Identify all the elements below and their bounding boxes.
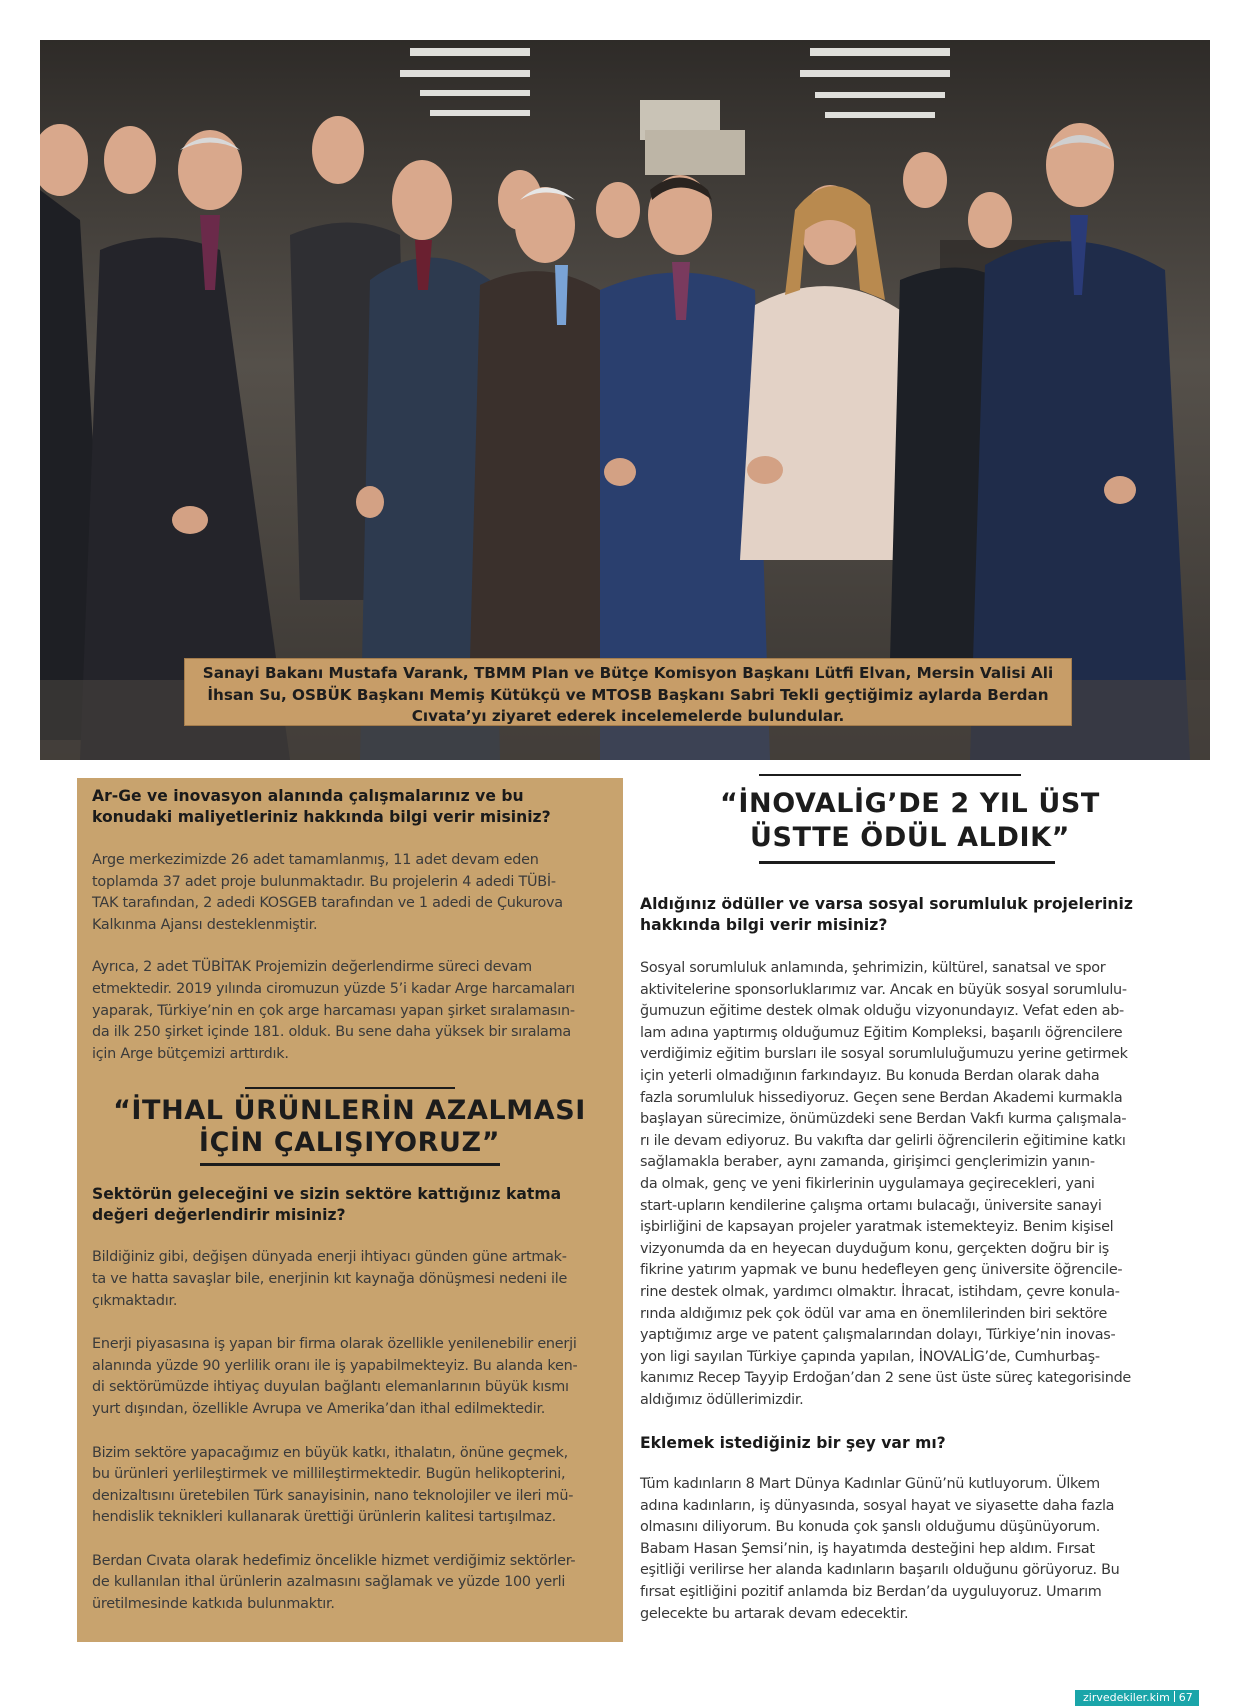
text-line: kanımız Recep Tayyip Erdoğan’dan 2 sene üst üste süreç kategorisinde [640,1370,1131,1387]
text-line: yaptığımız arge ve patent çalışmalarından dolayı, Türkiye’nin inovas- [640,1327,1116,1344]
site-name: zirvedekiler.kim [1083,1691,1170,1704]
text-line: fikrine yatırım yapmak ve bunu hedefleyen genç üniversite öğrencile- [640,1262,1123,1279]
right-column [640,774,1180,1654]
text-line: denizaltısını üretebilen Türk sanayisinin, nano teknolojiler ve ileri mü- [92,1487,574,1504]
text-line: di sektörümüzde ihtiyaç duyulan bağlantı elemanlarının büyük kısmı [92,1379,569,1396]
text-line: çıkmaktadır. [92,1292,178,1309]
heading-line: “İNOVALİG’DE 2 YIL ÜST [720,788,1100,819]
group-photo-illustration [40,40,1210,760]
text-line: vizyonumda da en heyecan duyduğum konu, gerçekten doğru bir iş [640,1240,1109,1257]
text-line: sağlamakla beraber, aynı zamanda, girişimci gençlerimizin yanın- [640,1154,1095,1171]
text-line: yurt dışından, özellikle Avrupa ve Amerika’dan ithal edilmektedir. [92,1400,546,1417]
answer-paragraph [92,1334,607,1420]
text-line: aldığımız ödüllerimizdir. [640,1391,804,1408]
text-line: fazla sorumluluk hissediyoruz. Geçen sene Berdan Akademi kurmakla [640,1089,1123,1106]
answer-paragraph [92,1551,607,1616]
text-line: gelecekte bu artarak devam edecektir. [640,1605,909,1622]
text-line: aktivitelerine sponsorluklarımız var. Ancak en büyük sosyal sorumlulu- [640,981,1127,998]
answer-paragraph [92,850,607,936]
page-number: 67 [1178,1691,1193,1704]
text-line: ğumuzun eğitime destek olmak olduğu vizyonundayız. Vefat eden ab- [640,1003,1124,1020]
text-line: rine destek olmak, yardımcı olmaktır. İhracat, istihdam, çevre konula- [640,1283,1120,1300]
group-photo [40,40,1210,760]
heading-rule-bottom [759,861,1055,864]
text-line: Ayrıca, 2 adet TÜBİTAK Projemizin değerlendirme süreci devam [92,959,532,976]
text-line: Kalkınma Ajansı desteklenmiştir. [92,916,318,933]
text-line: bu ürünleri yerlileştirmek ve millileştirmektedir. Bugün helikopterini, [92,1466,566,1483]
text-line: işbirliğini de kapsayan projeler yaratmak istemekteyiz. Benim kişisel [640,1219,1114,1236]
photo-caption: Sanayi Bakanı Mustafa Varank, TBMM Plan ve Bütçe Komisyon Başkanı Lütfi Elvan, Mersin Valisi Ali İhsan Su, OSBÜK Başkanı Memiş Kütükçü ve MTOSB Başkanı Sabri Tekli geçtiğimiz aylarda Berdan Cıvata’yı ziyaret ederek incelemelerde bulundular. [184,658,1072,726]
text-line: için Arge bütçemizi arttırdık. [92,1045,289,1062]
text-line: yaparak, Türkiye’nin en çok arge harcaması yapan şirket sıralamasın- [92,1002,575,1019]
text-line: hendislik teknikleri kullanarak ürettiği ürünlerin kalitesi tartışılmaz. [92,1509,556,1526]
text-line: de kullanılan ithal ürünlerin azalmasını sağlamak ve yüzde 100 yerli [92,1574,566,1591]
text-line: Berdan Cıvata olarak hedefimiz öncelikle hizmet verdiğimiz sektörler- [92,1552,576,1569]
question-line: Ar-Ge ve inovasyon alanında çalışmalarınız ve bu [92,787,524,805]
answer-paragraph [640,1474,1180,1625]
text-line: Bizim sektöre yapacağımız en büyük katkı, ithalatın, önüne geçmek, [92,1444,568,1461]
heading-rule-top [245,1087,455,1089]
text-line: rında aldığımız pek çok ödül var ama en önemlilerinden biri sektöre [640,1305,1108,1322]
text-line: da ilk 250 şirket içinde 181. olduk. Bu sene daha yüksek bir sıralama [92,1024,571,1041]
heading-rule-top [759,774,1021,776]
heading-line: “İTHAL ÜRÜNLERİN AZALMASI [113,1095,586,1127]
page-footer [1075,1690,1199,1706]
heading-line: ÜSTTE ÖDÜL ALDIK” [750,822,1070,853]
answer-paragraph [640,958,1180,1411]
text-line: verdiğimiz eğitim bursları ile sosyal sorumluluğumuzu yerine getirmek [640,1046,1128,1063]
question-line: Sektörün geleceğini ve sizin sektöre kattığınız katma [92,1185,562,1204]
text-line: toplamda 37 adet proje bulunmaktadır. Bu projelerin 4 adedi TÜBİ- [92,873,556,890]
text-line: da olmak, genç ve yeni fikirlerinin uygulamaya geçirecekleri, yani [640,1175,1095,1192]
text-line: start-upların kendilerine çalışma ortamı bulacağı, üniversite sanayi [640,1197,1102,1214]
question-line: konudaki maliyetleriniz hakkında bilgi verir misiniz? [92,807,551,826]
heading-rule-bottom [200,1163,500,1166]
text-line: etmektedir. 2019 yılında ciromuzun yüzde 5’i kadar Arge harcamaları [92,980,575,997]
section-heading-inovalig [640,787,1180,855]
answer-paragraph [92,1247,607,1312]
text-line: üretilmesinde katkıda bulunmaktır. [92,1596,335,1613]
text-line: alanında yüzde 90 yerlilik oranı ile iş yapabilmekteyiz. Bu alanda ken- [92,1357,578,1374]
section-heading-ithal [92,1095,607,1159]
text-line: başlayan sürecimize, önümüzdeki sene Berdan Vakfı kurma çalışmala- [640,1111,1127,1128]
text-line: olmasını diliyorum. Bu konuda çok şanslı olduğumu düşünüyorum. [640,1519,1101,1536]
text-line: Bildiğiniz gibi, değişen dünyada enerji ihtiyacı günden güne artmak- [92,1249,567,1266]
text-line: Babam Hasan Şemsi’nin, iş hayatımda desteğini hep aldım. Fırsat [640,1540,1095,1557]
question-sektor [92,1184,607,1225]
footer-separator [1174,1691,1175,1702]
text-line: Enerji piyasasına iş yapan bir firma olarak özellikle yenilenebilir enerji [92,1336,577,1353]
text-line: ta ve hatta savaşlar bile, enerjinin kıt kaynağa dönüşmesi nedeni ile [92,1270,568,1287]
text-line: Tüm kadınların 8 Mart Dünya Kadınlar Günü’nü kutluyorum. Ülkem [640,1475,1100,1492]
text-line: Sosyal sorumluluk anlamında, şehrimizin, kültürel, sanatsal ve spor [640,960,1106,976]
question-eklemek: Eklemek istediğiniz bir şey var mı? [640,1434,946,1453]
answer-paragraph [92,957,607,1065]
text-line: rı ile devam ediyoruz. Bu vakıfta dar gelirli öğrencilerin eğitimine katkı [640,1132,1126,1149]
answer-paragraph [92,1443,607,1529]
text-line: lam adına yaptırmış olduğumuz Eğitim Kompleksi, başarılı öğrencilere [640,1024,1123,1041]
text-line: adına kadınların, iş dünyasında, sosyal hayat ve siyasette daha fazla [640,1497,1115,1514]
text-line: Arge merkezimizde 26 adet tamamlanmış, 11 adet devam eden [92,852,539,868]
text-line: TAK tarafından, 2 adedi KOSGEB tarafından ve 1 adedi de Çukurova [92,895,563,912]
question-oduller [640,894,1180,935]
question-line: hakkında bilgi verir misiniz? [640,915,888,934]
left-column-box [77,778,623,1642]
heading-line: İÇİN ÇALIŞIYORUZ” [198,1127,501,1159]
text-line: yon ligi sayılan Türkiye çapında yapılan, İNOVALİG’de, Cumhurbaş- [640,1348,1100,1365]
text-line: için yeterli olmadığının farkındayız. Bu konuda Berdan olarak daha [640,1067,1100,1084]
text-line: eşitliği verilirse her alanda kadınların başarılı olduğunu görüyoruz. Bu [640,1562,1120,1579]
text-line: fırsat eşitliğini pozitif anlamda biz Berdan’da uyguluyoruz. Umarım [640,1583,1102,1600]
question-line: değeri değerlendirir misiniz? [92,1205,346,1224]
question-arge [92,786,607,827]
question-line: Aldığınız ödüller ve varsa sosyal sorumluluk projeleriniz [640,895,1133,913]
